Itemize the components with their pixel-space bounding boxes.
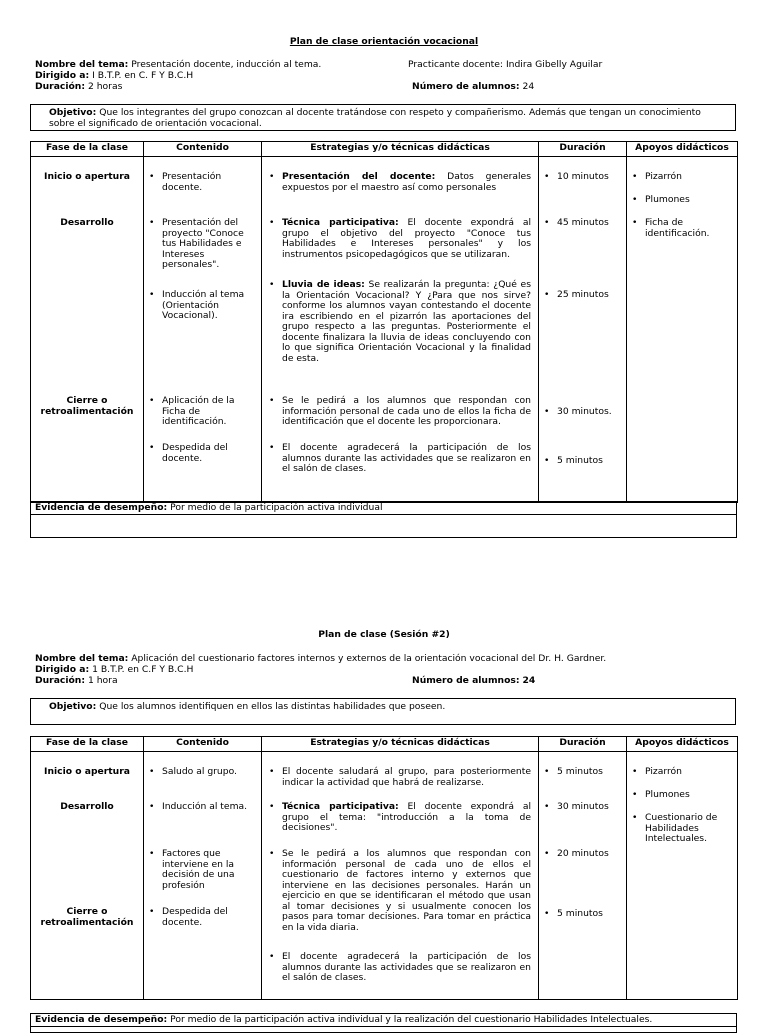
header-fase: Fase de la clase <box>31 142 144 157</box>
plan1-dirigido: Dirigido a: I B.T.P. en C. F Y B.C.H <box>35 70 194 81</box>
list-item: • Inducción al tema (Orientación Vocacional). <box>144 290 258 322</box>
estrategias-column <box>262 157 539 503</box>
plan1-duracion: Duración: 2 horas <box>35 81 123 92</box>
list-item: • Técnica participativa: El docente expondrá al grupo el tema: "introducción a la toma de decisiones". <box>264 802 531 834</box>
phase-cierre: Cierre o retroalimentación <box>40 906 134 928</box>
duracion-column <box>539 157 627 503</box>
list-item: • El docente saludará al grupo, para posteriormente indicar la actividad que habrá de realizarse. <box>264 767 531 788</box>
list-item: • 5 minutos <box>539 909 625 920</box>
list-item: • 30 minutos. <box>539 407 627 418</box>
plan2-duracion: Duración: 1 hora <box>35 675 118 686</box>
list-item: • Pizarrón <box>627 172 735 183</box>
list-item: • 30 minutos <box>539 802 625 813</box>
phase-desarrollo: Desarrollo <box>60 217 114 228</box>
plan1-objetivo: Objetivo: Que los integrantes del grupo conozcan al docente tratándose con respeto y compañerismo. Además que tengan un conocimiento sobre el significado de orientación vocacional. <box>30 104 736 131</box>
plan1-practicante: Practicante docente: Indira Gibelly Aguilar <box>408 59 603 70</box>
plan1-title: Plan de clase orientación vocacional <box>289 36 479 47</box>
contenido-column <box>144 157 262 503</box>
list-item: • Cuestionario de Habilidades Intelectuales. <box>627 813 731 845</box>
list-item: • Se le pedirá a los alumnos que respondan con información personal de cada uno de ellos el cuestionario de factores interno y externos que interviene en las decisiones personales. Harán un ejercicio en que se identificaran el método que usan al tomar decisiones y si usualmente conocen los pasos para tomar decisiones. Para tomar en práctica en la vida diaria. <box>264 849 531 933</box>
list-item: • Presentación del proyecto "Conoce tus Habilidades e Intereses personales". <box>144 218 254 271</box>
list-item: • El docente agradecerá la participación de los alumnos durante las actividades que se realizaron en el salón de clases. <box>264 443 531 475</box>
list-item: • 45 minutos <box>539 218 619 229</box>
phase-desarrollo: Desarrollo <box>60 801 114 812</box>
header-estrategias: Estrategias y/o técnicas didácticas <box>262 737 539 752</box>
plan2-table <box>30 736 738 1000</box>
list-item: • 10 minutos <box>539 172 625 183</box>
plan2-objetivo: Objetivo: Que los alumnos identifiquen en ellos las distintas habilidades que poseen. <box>30 698 736 725</box>
list-item: • Pizarrón <box>627 767 735 778</box>
list-item: • 5 minutos <box>539 767 625 778</box>
header-duracion: Duración <box>539 142 627 157</box>
plan2-dirigido: Dirigido a: 1 B.T.P. en C.F Y B.C.H <box>35 664 194 675</box>
list-item: • Se le pedirá a los alumnos que respondan con información personal de cada uno de ellos la ficha de identificación que el docente les proporcionara. <box>264 396 531 428</box>
plan2-title: Plan de clase (Sesión #2) <box>318 629 450 640</box>
list-item: • 20 minutos <box>539 849 625 860</box>
phase-inicio: Inicio o apertura <box>44 766 130 777</box>
header-duracion: Duración <box>539 737 627 752</box>
contenido-column <box>144 752 262 1000</box>
list-item: • Presentación docente. <box>144 172 256 193</box>
duracion-column <box>539 752 627 1000</box>
list-item: • Saludo al grupo. <box>144 767 256 778</box>
list-item: • Aplicación de la Ficha de identificación. <box>144 396 252 428</box>
list-item: • Ficha de identificación. <box>627 218 731 239</box>
plan2-alumnos: Número de alumnos: 24 <box>412 675 536 686</box>
list-item: • Factores que interviene en la decisión de una profesión <box>144 849 252 891</box>
list-item: • Técnica participativa: El docente expondrá al grupo el objetivo del proyecto "Conoce tus Habilidades e Intereses personales" y los instrumentos psicopedagógicos que se utilizaran. <box>264 218 531 260</box>
list-item: • Presentación del docente: Datos generales expuestos por el maestro así como personales <box>264 172 531 193</box>
plan2-evidencia: Evidencia de desempeño: Por medio de la participación activa individual y la realización del cuestionario Habilidades Intelectuales. <box>30 1013 737 1033</box>
list-item: • Plumones <box>627 195 735 206</box>
fase-column <box>31 752 144 1000</box>
plan1-alumnos: Número de alumnos: 24 <box>412 81 535 92</box>
phase-cierre: Cierre o retroalimentación <box>40 395 134 417</box>
plan2-tema: Nombre del tema: Aplicación del cuestionario factores internos y externos de la orientación vocacional del Dr. H. Gardner. <box>35 653 607 664</box>
header-contenido: Contenido <box>144 737 262 752</box>
header-fase: Fase de la clase <box>31 737 144 752</box>
fase-column <box>31 157 144 503</box>
list-item: • Lluvia de ideas: Se realizarán la pregunta: ¿Qué es la Orientación Vocacional? Y ¿Para que nos sirve? conforme los alumnos vayan contestando el docente ira escribiendo en el pizarrón las aportaciones del grupo respecto a las preguntas. Posteriormente el docente finalizara la lluvia de ideas concluyendo con lo que significa Orientación Vocacional y la finalidad de esta. <box>264 280 531 364</box>
phase-inicio: Inicio o apertura <box>44 171 130 182</box>
plan1-table <box>30 141 738 503</box>
header-apoyos: Apoyos didácticos <box>627 142 738 157</box>
estrategias-column <box>262 752 539 1000</box>
list-item: • Despedida del docente. <box>144 443 252 464</box>
list-item: • 5 minutos <box>539 456 625 467</box>
list-item: • Plumones <box>627 790 735 801</box>
header-contenido: Contenido <box>144 142 262 157</box>
list-item: • El docente agradecerá la participación de los alumnos durante las actividades que se realizaron en el salón de clases. <box>264 952 531 984</box>
list-item: • Despedida del docente. <box>144 907 252 928</box>
list-item: • Inducción al tema. <box>144 802 258 813</box>
header-estrategias: Estrategias y/o técnicas didácticas <box>262 142 539 157</box>
plan1-tema: Nombre del tema: Presentación docente, inducción al tema. <box>35 59 322 70</box>
list-item: • 25 minutos <box>539 290 625 301</box>
apoyos-column <box>627 157 738 503</box>
header-apoyos: Apoyos didácticos <box>627 737 738 752</box>
plan1-evidencia: Evidencia de desempeño: Por medio de la participación activa individual <box>30 501 737 538</box>
apoyos-column <box>627 752 738 1000</box>
